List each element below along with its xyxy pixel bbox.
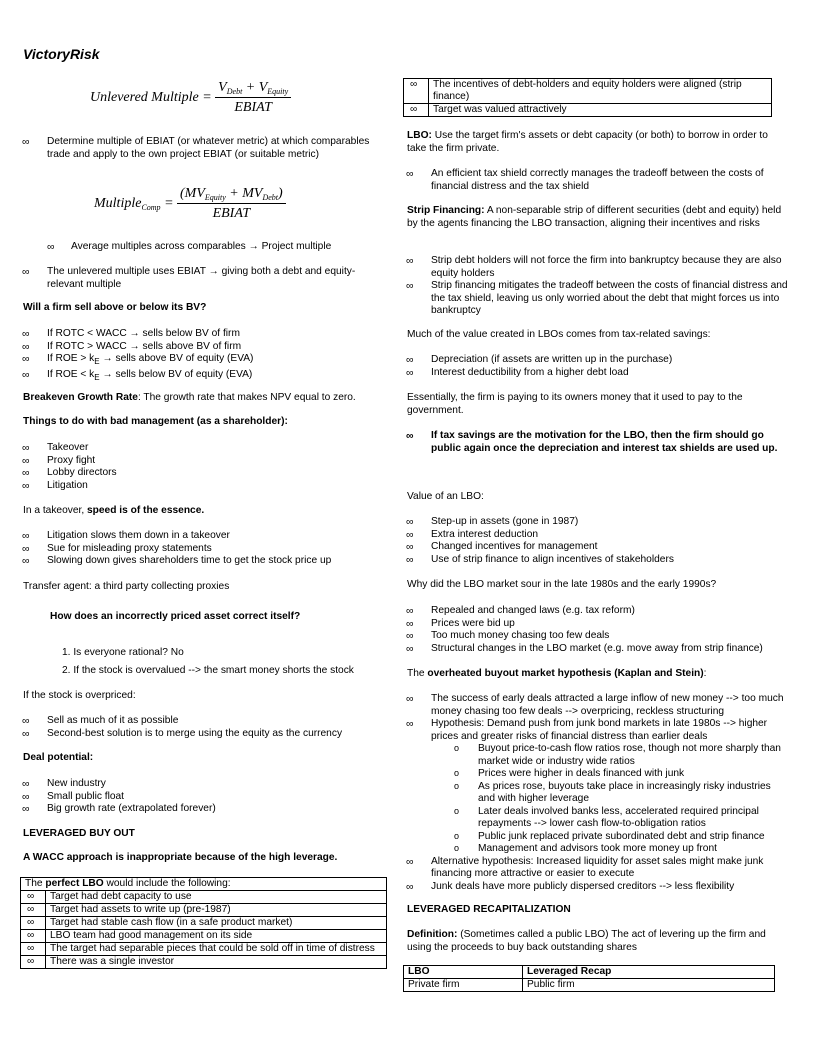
table-cell: Private firm	[404, 979, 523, 992]
list-item: ∞ Litigation slows them down in a takeover	[22, 530, 382, 543]
list-item: ∞ Prices were bid up	[406, 618, 786, 631]
list-item: ∞ Too much money chasing too few deals	[406, 630, 786, 643]
recap-heading: LEVERAGED RECAPITALIZATION	[407, 904, 571, 915]
list-item: ∞ Lobby directors	[22, 467, 322, 480]
asset-question: How does an incorrectly priced asset correct itself?	[50, 611, 301, 622]
bv-heading: Will a firm sell above or below its BV?	[23, 302, 207, 313]
table-row: ∞ Target had debt capacity to use	[21, 891, 387, 904]
list-item: ∞ If ROTC < WACC → sells below BV of firm	[22, 328, 382, 341]
list-item: ∞ Alternative hypothesis: Increased liquidity for asset sales might make junk financing more attractive or easier to execute	[406, 856, 788, 881]
overheated-list	[406, 693, 788, 743]
list-item: ∞ Determine multiple of EBIAT (or whatever metric) at which comparables trade and apply to the own project EBIAT (or suitable metric)	[22, 136, 372, 161]
list-item: ∞ Average multiples across comparables → Project multiple	[47, 241, 377, 254]
overpriced-heading: If the stock is overpriced:	[23, 690, 136, 701]
overheated-sublist	[406, 743, 788, 856]
table-cell: Public firm	[523, 979, 775, 992]
list-item: ∞ Step-up in assets (gone in 1987)	[406, 516, 786, 529]
tax-motivation-list	[406, 430, 788, 455]
overheated-section	[406, 693, 788, 893]
asset-point-1: 1. Is everyone rational? No	[62, 647, 184, 658]
list-item: ∞ Second-best solution is to merge using the equity as the currency	[22, 728, 382, 741]
table-row: ∞ Target had assets to write up (pre-1987)	[21, 904, 387, 917]
comp-multiple-formula: Multiple$_{Comp}$ = $\frac{(MV_{Equity} + MV_{Debt})}{\text{EBIAT}}$	[94, 186, 286, 222]
overheated-heading: The overheated buyout market hypothesis (Kaplan and Stein):	[407, 668, 707, 679]
sour-question: Why did the LBO market sour in the late 1980s and the early 1990s?	[407, 579, 717, 590]
table-row: ∞ LBO team had good management on its side	[21, 930, 387, 943]
breakeven-growth-rate: Breakeven Growth Rate: The growth rate that makes NPV equal to zero.	[23, 392, 356, 403]
list-item: ∞ Litigation	[22, 480, 322, 493]
table-row: ∞ Target was valued attractively	[404, 104, 772, 117]
list-item: o Later deals involved banks less, accelerated required principal repayments --> lower cash flow-to-obligation ratios	[406, 806, 788, 831]
list-item: ∞ Takeover	[22, 442, 322, 455]
list-item: ∞ Strip financing mitigates the tradeoff between the costs of financial distress and the tax shield, leaving us only worried about the debt that might forces us into bankruptcy	[406, 280, 788, 318]
table-header: LBO	[404, 966, 523, 979]
lbo-definition: LBO: Use the target firm's assets or debt capacity (or both) to borrow in order to take the firm private.	[407, 130, 768, 154]
average-list	[47, 241, 377, 254]
table-header-row	[404, 966, 775, 979]
list-item: ∞ Slowing down gives shareholders time to get the stock price up	[22, 555, 382, 568]
list-item: ∞ If ROE < $k_E$ → sells below BV of equity (EVA)	[22, 369, 382, 385]
list-item: ∞ Changed incentives for management	[406, 541, 786, 554]
list-item: ∞ Sell as much of it as possible	[22, 715, 382, 728]
table-row: ∞ The target had separable pieces that could be sold off in time of distress	[21, 943, 387, 956]
recap-definition: Definition: (Sometimes called a public LBO) The act of levering up the firm and using the proceeds to buy back outstanding shares	[407, 929, 766, 953]
takeover-list	[22, 530, 382, 568]
determine-list	[22, 136, 372, 161]
table-row: ∞ There was a single investor	[21, 956, 387, 969]
alternative-list	[406, 856, 788, 894]
deal-potential-heading: Deal potential:	[23, 752, 94, 763]
list-item: o Buyout price-to-cash flow ratios rose, though not more sharply than market wide or industry wide ratios	[406, 743, 788, 768]
tax-shield-list	[406, 168, 786, 193]
table-header-row	[21, 878, 387, 891]
value-lbo-list	[406, 516, 786, 566]
list-item: ∞ Strip debt holders will not force the firm into bankruptcy because they are also equity holders	[406, 255, 788, 280]
list-item: ∞ New industry	[22, 778, 362, 791]
list-item: ∞ The success of early deals attracted a large inflow of new money --> too much money chasing too few deals --> overpricing, reckless structuring	[406, 693, 788, 718]
transfer-agent: Transfer agent: a third party collecting proxies	[23, 581, 230, 592]
list-item: ∞ Sue for misleading proxy statements	[22, 543, 382, 556]
table-header: The perfect LBO would include the following:	[21, 878, 387, 891]
deal-potential-list	[22, 778, 362, 816]
lbo-vs-recap-table	[403, 965, 775, 992]
list-item: ∞ If ROTC > WACC → sells above BV of firm	[22, 341, 382, 354]
list-item: ∞ Depreciation (if assets are written up in the purchase)	[406, 354, 786, 367]
list-item: o Management and advisors took more money up front	[406, 843, 788, 856]
unlevered-multiple-formula	[90, 80, 291, 116]
perfect-lbo-table	[20, 877, 387, 969]
sour-list	[406, 605, 786, 655]
document-title: VictoryRisk	[23, 46, 100, 62]
list-item: ∞ If tax savings are the motivation for the LBO, then the firm should go public again once the depreciation and interest tax shields are used up.	[406, 430, 788, 455]
formula-lhs: Unlevered Multiple =	[90, 90, 212, 106]
list-item: ∞ If ROE > $k_E$ → sells above BV of equity (EVA)	[22, 353, 382, 369]
list-item: ∞ Extra interest deduction	[406, 529, 786, 542]
list-item: ∞ An efficient tax shield correctly manages the tradeoff between the costs of financial distress and the tax shield	[406, 168, 786, 193]
list-item: ∞ Repealed and changed laws (e.g. tax reform)	[406, 605, 786, 618]
list-item: ∞ Small public float	[22, 791, 362, 804]
list-item: ∞ Hypothesis: Demand push from junk bond markets in late 1980s --> higher prices and greater risks of financial distress than earlier deals	[406, 718, 788, 743]
bv-list	[22, 328, 382, 384]
strip-financing-definition: Strip Financing: A non-separable strip of different securities (debt and equity) held by the agents financing the LBO transaction, aligning their incentives and risks	[407, 205, 782, 229]
list-item: ∞ The unlevered multiple uses EBIAT → giving both a debt and equity-relevant multiple	[22, 266, 374, 291]
bad-management-heading: Things to do with bad management (as a shareholder):	[23, 416, 288, 427]
table-header: Leveraged Recap	[523, 966, 775, 979]
list-item: ∞ Junk deals have more publicly dispersed creditors --> less flexibility	[406, 881, 788, 894]
overpriced-list	[22, 715, 382, 740]
essentially-text: Essentially, the firm is paying to its owners money that it used to pay to the government.	[407, 392, 743, 416]
list-item: o Public junk replaced private subordinated debt and strip finance	[406, 831, 788, 844]
list-item: ∞ Structural changes in the LBO market (e.g. move away from strip finance)	[406, 643, 786, 656]
table-row	[404, 979, 775, 992]
value-lbo-heading: Value of an LBO:	[407, 491, 484, 502]
table-row: ∞ The incentives of debt-holders and equity holders were aligned (strip finance)	[404, 79, 772, 104]
list-item: o Prices were higher in deals financed with junk	[406, 768, 788, 781]
wacc-heading: A WACC approach is inappropriate because of the high leverage.	[23, 852, 338, 863]
strip-financing-list	[406, 255, 788, 318]
asset-point-2: 2. If the stock is overvalued --> the smart money shorts the stock	[62, 665, 354, 676]
table-row: ∞ Target had stable cash flow (in a safe product market)	[21, 917, 387, 930]
list-item: ∞ Proxy fight	[22, 455, 322, 468]
bad-management-list	[22, 442, 322, 492]
lbo-heading: LEVERAGED BUY OUT	[23, 828, 135, 839]
formula-fraction: $\frac{V_{Debt} + V_{Equity}}{\text{EBIAT}}$	[215, 80, 291, 116]
formula-fraction: $\frac{(MV_{Equity} + MV_{Debt})}{\text{EBIAT}}$	[177, 186, 286, 222]
list-item: ∞ Use of strip finance to align incentives of stakeholders	[406, 554, 786, 567]
tax-savings-list	[406, 354, 786, 379]
takeover-speed: In a takeover, speed is of the essence.	[23, 505, 205, 516]
value-created-text: Much of the value created in LBOs comes from tax-related savings:	[407, 329, 711, 340]
list-item: ∞ Interest deductibility from a higher debt load	[406, 367, 786, 380]
list-item: ∞ Big growth rate (extrapolated forever)	[22, 803, 362, 816]
perfect-lbo-table-continued	[403, 78, 772, 117]
unlevered-list	[22, 266, 374, 291]
list-item: o As prices rose, buyouts take place in increasingly risky industries and with higher leverage	[406, 781, 788, 806]
